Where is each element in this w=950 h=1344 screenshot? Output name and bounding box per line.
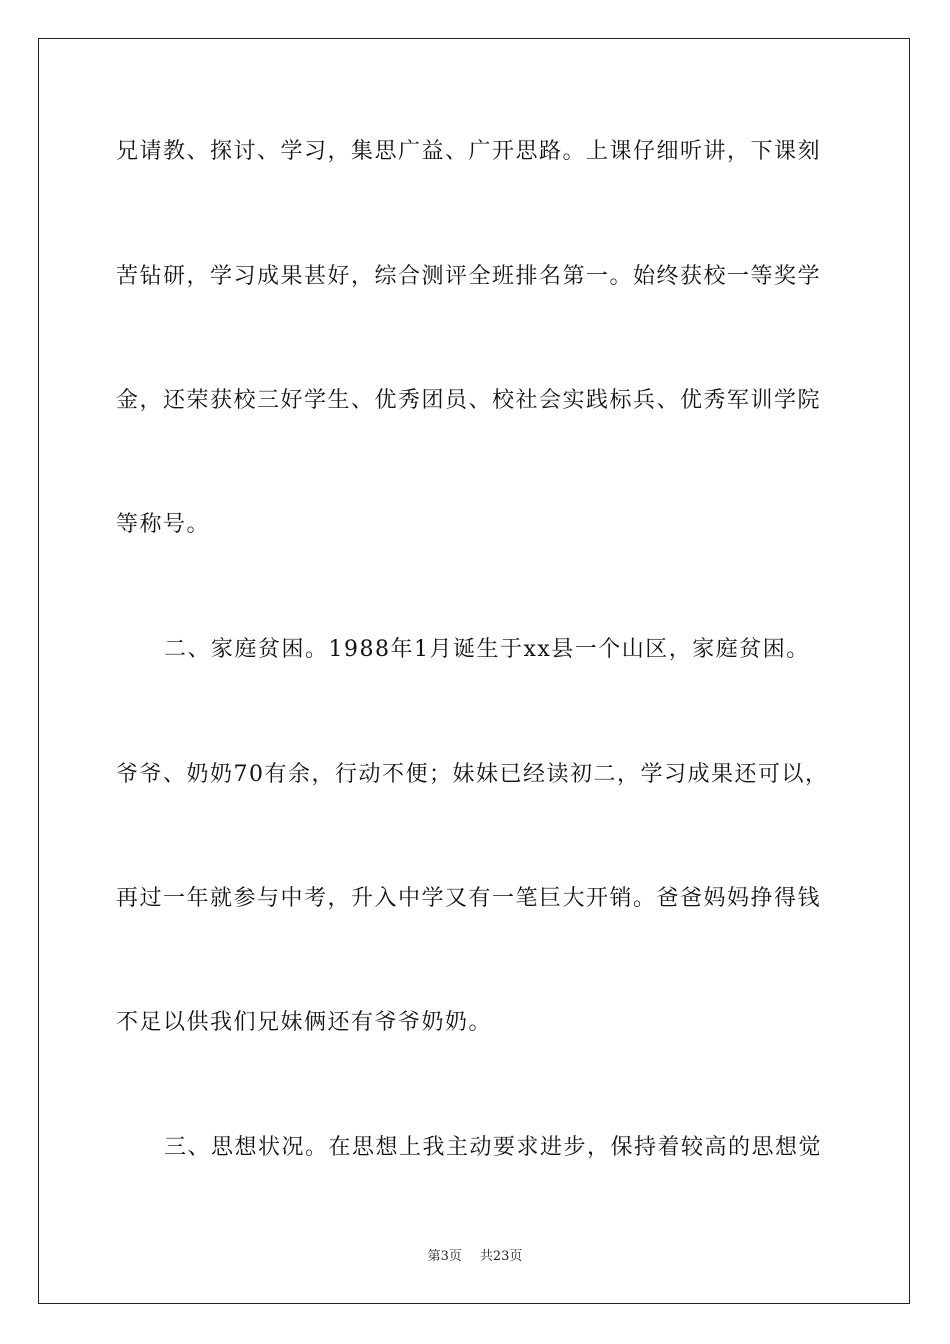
body-text-line: 不足以供我们兄妹俩还有爷爷奶奶。 bbox=[116, 1010, 493, 1035]
body-text-line: 再过一年就参与中考，升入中学又有一笔巨大开销。爸爸妈妈挣得钱 bbox=[116, 886, 822, 911]
body-text-line: 苦钻研，学习成果甚好，综合测评全班排名第一。始终获校一等奖学 bbox=[116, 264, 822, 289]
body-text-line: 兄请教、探讨、学习，集思广益、广开思路。上课仔细听讲，下课刻 bbox=[116, 139, 822, 164]
page-footer bbox=[0, 1248, 950, 1266]
paragraph-start-line: 二、家庭贫困。1988年1月诞生于xx县一个山区，家庭贫困。 bbox=[164, 637, 810, 662]
body-text-line: 爷爷、奶奶70有余，行动不便；妹妹已经读初二，学习成果还可以， bbox=[116, 762, 829, 787]
page-border bbox=[38, 38, 910, 1304]
body-text-line: 等称号。 bbox=[116, 512, 211, 537]
page-total: 共23页 bbox=[479, 1249, 523, 1264]
body-text-line: 金，还荣获校三好学生、优秀团员、校社会实践标兵、优秀军训学院 bbox=[116, 388, 822, 413]
page-number: 第3页 bbox=[427, 1249, 462, 1264]
paragraph-start-line: 三、思想状况。在思想上我主动要求进步，保持着较高的思想觉 bbox=[164, 1135, 823, 1160]
